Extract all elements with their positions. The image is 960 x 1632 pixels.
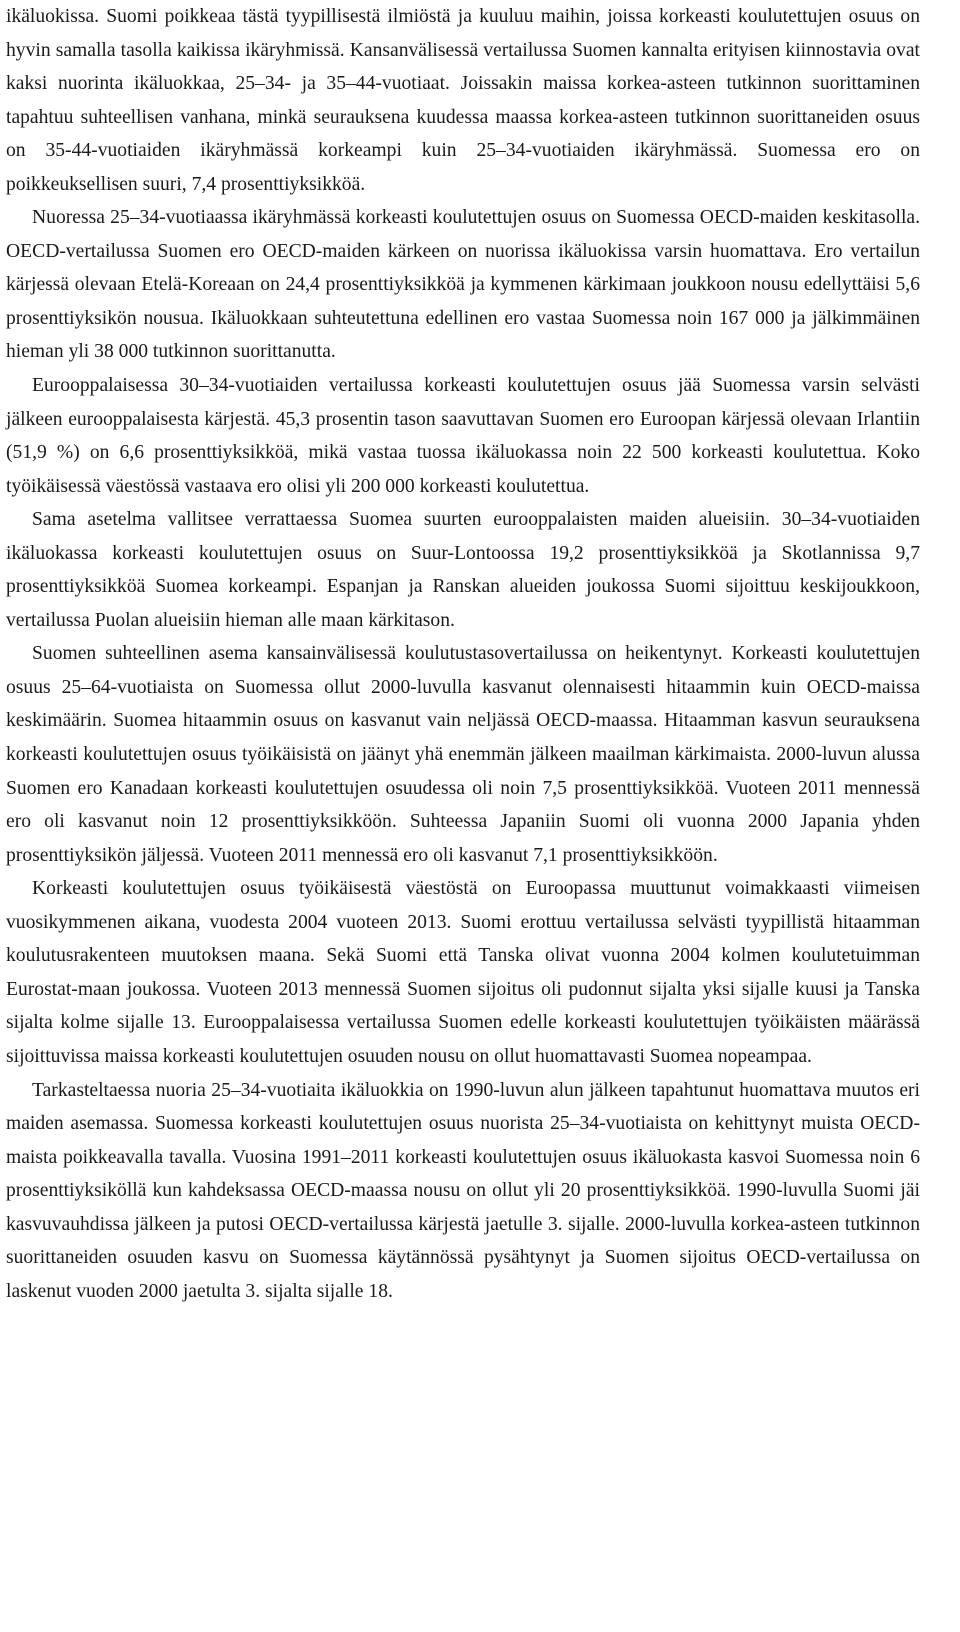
paragraph-5: Suomen suhteellinen asema kansainvälisessä koulutustasovertailussa on heikentynyt. Korkeasti koulutettujen osuus 25–64-vuotiaista on Suomessa ollut 2000-luvulla kasvanut olennaisesti hitaammin kuin OECD-maissa keskimäärin. Suomea hitaammin osuus on kasvanut vain neljässä OECD-maassa. Hitaamman kasvun seurauksena korkeasti koulutettujen osuus työikäisistä on jäänyt yhä enemmän jälkeen maailman kärkimaista. 2000-luvun alussa Suomen ero Kanadaan korkeasti koulutettujen osuudessa oli noin 7,5 prosenttiyksikköä. Vuoteen 2011 mennessä ero oli kasvanut noin 12 prosenttiyksikköön. Suhteessa Japaniin Suomi oli vuonna 2000 Japania yhden prosenttiyksikön jäljessä. Vuoteen 2011 mennessä ero oli kasvanut 7,1 prosenttiyksikköön.	[6, 643, 920, 866]
paragraph-3: Eurooppalaisessa 30–34-vuotiaiden vertailussa korkeasti koulutettujen osuus jää Suomessa varsin selvästi jälkeen eurooppalaisesta kärjestä. 45,3 prosentin tason saavuttavan Suomen ero Euroopan kärjessä olevaan Irlantiin (51,9 %) on 6,6 prosenttiyksikköä, mikä vastaa tuossa ikäluokassa noin 22 500 korkeasti koulutettua. Koko työikäisessä väestössä vastaava ero olisi yli 200 000 korkeasti koulutettua.	[6, 375, 920, 497]
paragraph-2: Nuoressa 25–34-vuotiaassa ikäryhmässä korkeasti koulutettujen osuus on Suomessa OECD-maiden keskitasolla. OECD-vertailussa Suomen ero OECD-maiden kärkeen on nuorissa ikäluokissa varsin huomattava. Ero vertailun kärjessä olevaan Etelä-Koreaan on 24,4 prosenttiyksikköä ja kymmenen kärkimaan joukkoon nousu edellyttäisi 5,6 prosenttiyksikön nousua. Ikäluokkaan suhteutettuna edellinen ero vastaa Suomessa noin 167 000 ja jälkimmäinen hieman yli 38 000 tutkinnon suorittanutta.	[6, 207, 920, 363]
document-page	[6, 0, 920, 1632]
paragraph-4: Sama asetelma vallitsee verrattaessa Suomea suurten eurooppalaisten maiden alueisiin. 30–34-vuotiaiden ikäluokassa korkeasti koulutettujen osuus on Suur-Lontoossa 19,2 prosenttiyksikköä ja Skotlannissa 9,7 prosenttiyksikköä Suomea korkeampi. Espanjan ja Ranskan alueiden joukossa Suomi sijoittuu keskijoukkoon, vertailussa Puolan alueisiin hieman alle maan kärkitason.	[6, 509, 920, 631]
paragraph-7: Tarkasteltaessa nuoria 25–34-vuotiaita ikäluokkia on 1990-luvun alun jälkeen tapahtunut huomattava muutos eri maiden asemassa. Suomessa korkeasti koulutettujen osuus nuorista 25–34-vuotiaista on kehittynyt muista OECD-maista poikkeavalla tavalla. Vuosina 1991–2011 korkeasti koulutettujen osuus ikäluokasta kasvoi Suomessa noin 6 prosenttiyksiköllä kun kahdeksassa OECD-maassa nousu on ollut yli 20 prosenttiyksikköä. 1990-luvulla Suomi jäi kasvuvauhdissa jälkeen ja putosi OECD-vertailussa kärjestä jaetulle 3. sijalle. 2000-luvulla korkea-asteen tutkinnon suorittaneiden osuuden kasvu on Suomessa käytännössä pysähtynyt ja Suomen sijoitus OECD-vertailussa on laskenut vuoden 2000 jaetulta 3. sijalta sijalle 18.	[6, 1079, 920, 1302]
paragraph-1: ikäluokissa. Suomi poikkeaa tästä tyypillisestä ilmiöstä ja kuuluu maihin, joissa korkeasti koulutettujen osuus on hyvin samalla tasolla kaikissa ikäryhmissä. Kansanvälisessä vertailussa Suomen kannalta erityisen kiinnostavia ovat kaksi nuorinta ikäluokkaa, 25–34- ja 35–44-vuotiaat. Joissakin maissa korkea-asteen tutkinnon suorittaminen tapahtuu suhteellisen vanhana, minkä seurauksena kuudessa maassa korkea-asteen tutkinnon suorittaneiden osuus on 35-44-vuotiaiden ikäryhmässä korkeampi kuin 25–34-vuotiaiden ikäryhmässä. Suomessa ero on poikkeuksellisen suuri, 7,4 prosenttiyksikköä.	[6, 6, 920, 195]
paragraph-6: Korkeasti koulutettujen osuus työikäisestä väestöstä on Euroopassa muuttunut voimakkaasti viimeisen vuosikymmenen aikana, vuodesta 2004 vuoteen 2013. Suomi erottuu vertailussa selvästi tyypillistä hitaamman koulutusrakenteen muutoksen maana. Sekä Suomi että Tanska olivat vuonna 2004 kolmen koulutetuimman Eurostat-maan joukossa. Vuoteen 2013 mennessä Suomen sijoitus oli pudonnut sijalta yksi sijalle kuusi ja Tanska sijalta kolme sijalle 13. Eurooppalaisessa vertailussa Suomen edelle korkeasti koulutettujen työikäisten määrässä sijoittuvissa maissa korkeasti koulutettujen osuuden nousu on ollut huomattavasti Suomea nopeampaa.	[6, 878, 920, 1067]
